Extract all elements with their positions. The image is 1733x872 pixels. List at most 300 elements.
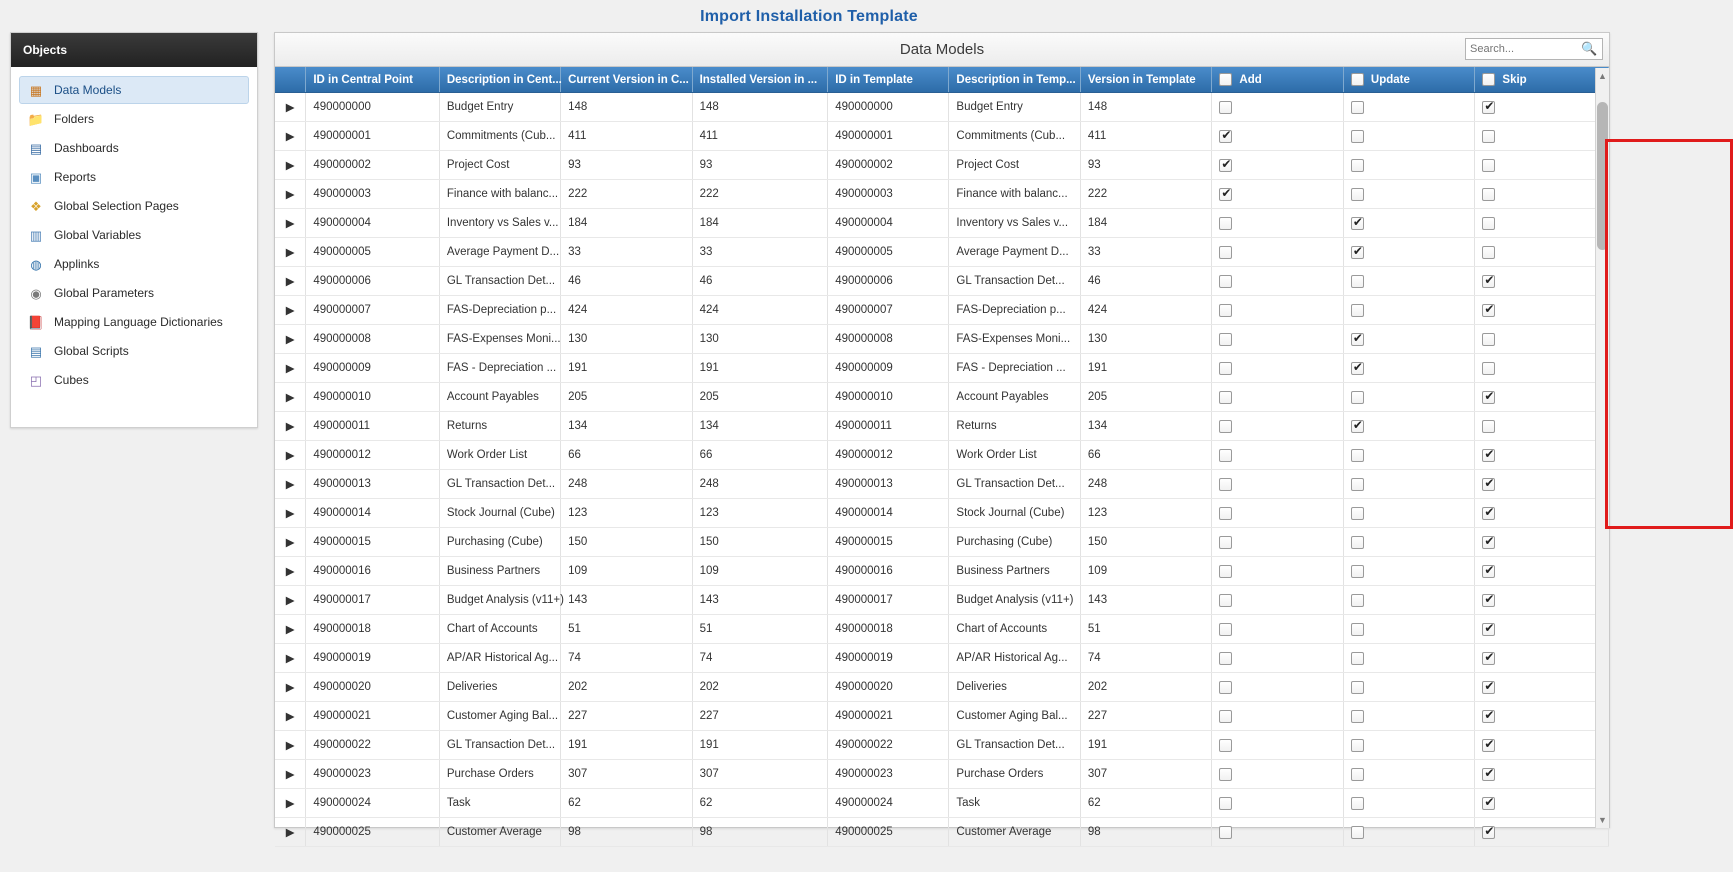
table-row[interactable] xyxy=(275,93,1609,122)
sidebar-item-dashboards[interactable] xyxy=(19,134,249,162)
cell-desc-tpl: Account Payables xyxy=(949,383,1081,412)
cell-skip[interactable] xyxy=(1475,441,1609,470)
cell-add[interactable] xyxy=(1212,441,1344,470)
search-input[interactable] xyxy=(1466,39,1578,59)
search-icon[interactable]: 🔍 xyxy=(1581,41,1598,56)
vertical-scrollbar[interactable] xyxy=(1595,68,1609,828)
cell-skip[interactable] xyxy=(1475,731,1609,760)
cell-skip[interactable] xyxy=(1475,122,1609,151)
cell-desc-cp: FAS - Depreciation ... xyxy=(439,354,560,383)
cell-desc-tpl: Business Partners xyxy=(949,557,1081,586)
column-header[interactable]: Description in Temp... xyxy=(949,67,1081,93)
cell-skip[interactable] xyxy=(1475,93,1609,122)
cell-skip[interactable] xyxy=(1475,528,1609,557)
cell-skip[interactable] xyxy=(1475,760,1609,789)
skip-checkbox[interactable] xyxy=(1482,217,1495,230)
cell-skip[interactable] xyxy=(1475,673,1609,702)
add-checkbox[interactable] xyxy=(1219,594,1232,607)
applinks-icon: ◍ xyxy=(30,256,42,272)
cell-inst-ver: 66 xyxy=(692,441,828,470)
table-row[interactable] xyxy=(275,354,1609,383)
cell-id-tpl: 490000019 xyxy=(828,644,949,673)
add-checkbox[interactable] xyxy=(1219,275,1232,288)
cell-inst-ver: 62 xyxy=(692,789,828,818)
update-checkbox[interactable] xyxy=(1351,768,1364,781)
cell-skip[interactable] xyxy=(1475,151,1609,180)
cell-update[interactable] xyxy=(1343,122,1475,151)
cell-update[interactable] xyxy=(1343,412,1475,441)
add-checkbox[interactable] xyxy=(1219,188,1232,201)
cell-update[interactable] xyxy=(1343,325,1475,354)
cell-skip[interactable] xyxy=(1475,615,1609,644)
cell-add[interactable] xyxy=(1212,702,1344,731)
column-header-skip[interactable] xyxy=(1475,67,1609,93)
table-row[interactable] xyxy=(275,644,1609,673)
table-row[interactable] xyxy=(275,441,1609,470)
add-checkbox[interactable] xyxy=(1219,565,1232,578)
cell-add[interactable] xyxy=(1212,412,1344,441)
update-checkbox[interactable] xyxy=(1351,130,1364,143)
table-row[interactable] xyxy=(275,383,1609,412)
table-row[interactable] xyxy=(275,238,1609,267)
search-box[interactable] xyxy=(1465,38,1603,60)
cell-add[interactable] xyxy=(1212,470,1344,499)
sidebar-item-global-selection-pages[interactable] xyxy=(19,192,249,220)
table-row[interactable] xyxy=(275,615,1609,644)
cell-cur-ver: 134 xyxy=(561,412,693,441)
add-checkbox[interactable] xyxy=(1219,130,1232,143)
cell-skip[interactable] xyxy=(1475,354,1609,383)
cell-update[interactable] xyxy=(1343,180,1475,209)
cell-add[interactable] xyxy=(1212,354,1344,383)
add-checkbox[interactable] xyxy=(1219,652,1232,665)
add-checkbox[interactable] xyxy=(1219,681,1232,694)
cell-id-cp: 490000017 xyxy=(306,586,440,615)
select-all-update-checkbox[interactable] xyxy=(1351,73,1364,86)
skip-checkbox[interactable] xyxy=(1482,681,1495,694)
report-icon: ▣ xyxy=(29,169,43,185)
row-expand-icon[interactable]: ▶ xyxy=(275,383,306,412)
update-checkbox[interactable] xyxy=(1351,565,1364,578)
update-checkbox[interactable] xyxy=(1351,623,1364,636)
skip-checkbox[interactable] xyxy=(1482,507,1495,520)
add-checkbox[interactable] xyxy=(1219,710,1232,723)
row-expand-icon[interactable]: ▶ xyxy=(275,296,306,325)
cell-desc-cp: Customer Average xyxy=(439,818,560,847)
scrollbar-thumb[interactable] xyxy=(1597,102,1608,250)
cell-desc-tpl: Customer Aging Bal... xyxy=(949,702,1081,731)
row-expand-icon[interactable]: ▶ xyxy=(275,151,306,180)
table-row[interactable] xyxy=(275,122,1609,151)
skip-checkbox[interactable] xyxy=(1482,159,1495,172)
cell-skip[interactable] xyxy=(1475,644,1609,673)
cell-skip[interactable] xyxy=(1475,470,1609,499)
add-checkbox[interactable] xyxy=(1219,159,1232,172)
cell-ver-tpl: 123 xyxy=(1080,499,1212,528)
skip-checkbox[interactable] xyxy=(1482,623,1495,636)
cell-skip[interactable] xyxy=(1475,180,1609,209)
cell-skip[interactable] xyxy=(1475,238,1609,267)
cell-add[interactable] xyxy=(1212,209,1344,238)
add-checkbox[interactable] xyxy=(1219,391,1232,404)
skip-checkbox[interactable] xyxy=(1482,797,1495,810)
row-expand-icon[interactable]: ▶ xyxy=(275,557,306,586)
cell-id-tpl: 490000015 xyxy=(828,528,949,557)
row-expand-icon[interactable]: ▶ xyxy=(275,441,306,470)
update-checkbox[interactable] xyxy=(1351,681,1364,694)
cell-desc-tpl: Budget Analysis (v11+) xyxy=(949,586,1081,615)
cell-add[interactable] xyxy=(1212,528,1344,557)
add-checkbox[interactable] xyxy=(1219,420,1232,433)
cell-add[interactable] xyxy=(1212,760,1344,789)
update-checkbox[interactable] xyxy=(1351,217,1364,230)
cell-update[interactable] xyxy=(1343,644,1475,673)
add-checkbox[interactable] xyxy=(1219,246,1232,259)
skip-checkbox[interactable] xyxy=(1482,391,1495,404)
cell-id-cp: 490000010 xyxy=(306,383,440,412)
cell-id-cp: 490000023 xyxy=(306,760,440,789)
add-checkbox[interactable] xyxy=(1219,797,1232,810)
cell-update[interactable] xyxy=(1343,499,1475,528)
update-checkbox[interactable] xyxy=(1351,246,1364,259)
cell-cur-ver: 143 xyxy=(561,586,693,615)
cell-cur-ver: 46 xyxy=(561,267,693,296)
cell-id-tpl: 490000010 xyxy=(828,383,949,412)
column-header[interactable]: Installed Version in ... xyxy=(692,67,828,93)
column-header[interactable]: Description in Cent... xyxy=(439,67,560,93)
table-row[interactable] xyxy=(275,209,1609,238)
cell-add[interactable] xyxy=(1212,267,1344,296)
skip-checkbox[interactable] xyxy=(1482,333,1495,346)
cell-add[interactable] xyxy=(1212,586,1344,615)
row-expand-icon[interactable]: ▶ xyxy=(275,615,306,644)
row-expand-icon[interactable]: ▶ xyxy=(275,789,306,818)
sidebar-item-global-parameters[interactable] xyxy=(19,279,249,307)
cell-skip[interactable] xyxy=(1475,818,1609,847)
column-header[interactable]: Current Version in C... xyxy=(561,67,693,93)
column-header-add[interactable] xyxy=(1212,67,1344,93)
cell-inst-ver: 93 xyxy=(692,151,828,180)
cell-skip[interactable] xyxy=(1475,412,1609,441)
skip-checkbox[interactable] xyxy=(1482,101,1495,114)
row-expand-icon[interactable]: ▶ xyxy=(275,238,306,267)
cell-desc-cp: Deliveries xyxy=(439,673,560,702)
cell-desc-cp: GL Transaction Det... xyxy=(439,267,560,296)
cell-cur-ver: 62 xyxy=(561,789,693,818)
cell-inst-ver: 123 xyxy=(692,499,828,528)
column-header[interactable]: Version in Template xyxy=(1080,67,1212,93)
cell-id-tpl: 490000012 xyxy=(828,441,949,470)
cell-update[interactable] xyxy=(1343,528,1475,557)
update-checkbox[interactable] xyxy=(1351,391,1364,404)
add-checkbox[interactable] xyxy=(1219,362,1232,375)
row-expand-icon[interactable]: ▶ xyxy=(275,209,306,238)
skip-checkbox[interactable] xyxy=(1482,594,1495,607)
sidebar-item-label: Global Selection Pages xyxy=(54,199,179,213)
cell-update[interactable] xyxy=(1343,354,1475,383)
row-expand-icon[interactable]: ▶ xyxy=(275,267,306,296)
cell-id-cp: 490000015 xyxy=(306,528,440,557)
table-row[interactable] xyxy=(275,731,1609,760)
sidebar-item-folders[interactable] xyxy=(19,105,249,133)
skip-checkbox[interactable] xyxy=(1482,478,1495,491)
cell-desc-tpl: Finance with balanc... xyxy=(949,180,1081,209)
cell-update[interactable] xyxy=(1343,470,1475,499)
cell-update[interactable] xyxy=(1343,557,1475,586)
cell-update[interactable] xyxy=(1343,383,1475,412)
cell-skip[interactable] xyxy=(1475,383,1609,412)
cell-add[interactable] xyxy=(1212,789,1344,818)
skip-checkbox[interactable] xyxy=(1482,739,1495,752)
table-row[interactable] xyxy=(275,789,1609,818)
cell-skip[interactable] xyxy=(1475,789,1609,818)
cell-desc-cp: Average Payment D... xyxy=(439,238,560,267)
cell-skip[interactable] xyxy=(1475,702,1609,731)
cell-desc-cp: GL Transaction Det... xyxy=(439,470,560,499)
skip-checkbox[interactable] xyxy=(1482,188,1495,201)
dictionary-icon: 📕 xyxy=(27,314,45,330)
column-header-update[interactable] xyxy=(1343,67,1475,93)
cell-id-tpl: 490000018 xyxy=(828,615,949,644)
sidebar-item-data-models[interactable] xyxy=(19,76,249,104)
cell-update[interactable] xyxy=(1343,586,1475,615)
cell-id-tpl: 490000014 xyxy=(828,499,949,528)
cell-add[interactable] xyxy=(1212,557,1344,586)
cell-update[interactable] xyxy=(1343,789,1475,818)
add-checkbox[interactable] xyxy=(1219,739,1232,752)
table-row[interactable] xyxy=(275,702,1609,731)
update-checkbox[interactable] xyxy=(1351,420,1364,433)
table-body xyxy=(275,93,1609,847)
row-expand-icon[interactable]: ▶ xyxy=(275,180,306,209)
table-row[interactable] xyxy=(275,673,1609,702)
cell-add[interactable] xyxy=(1212,122,1344,151)
add-checkbox[interactable] xyxy=(1219,304,1232,317)
sidebar-item-mapping-language-dictionaries[interactable] xyxy=(19,308,249,336)
cell-update[interactable] xyxy=(1343,673,1475,702)
update-checkbox[interactable] xyxy=(1351,449,1364,462)
update-checkbox[interactable] xyxy=(1351,304,1364,317)
skip-checkbox[interactable] xyxy=(1482,565,1495,578)
cell-update[interactable] xyxy=(1343,296,1475,325)
cell-desc-cp: Purchase Orders xyxy=(439,760,560,789)
cell-desc-tpl: GL Transaction Det... xyxy=(949,267,1081,296)
sidebar-item-label: Data Models xyxy=(54,83,122,97)
table-row[interactable] xyxy=(275,412,1609,441)
cell-desc-cp: Purchasing (Cube) xyxy=(439,528,560,557)
cell-update[interactable] xyxy=(1343,238,1475,267)
cell-desc-tpl: Task xyxy=(949,789,1081,818)
table-row[interactable] xyxy=(275,267,1609,296)
add-checkbox[interactable] xyxy=(1219,217,1232,230)
skip-checkbox[interactable] xyxy=(1482,826,1495,839)
cell-add[interactable] xyxy=(1212,615,1344,644)
select-all-skip-checkbox[interactable] xyxy=(1482,73,1495,86)
sidebar-item-global-scripts[interactable] xyxy=(19,337,249,365)
add-checkbox[interactable] xyxy=(1219,507,1232,520)
cell-cur-ver: 150 xyxy=(561,528,693,557)
update-checkbox[interactable] xyxy=(1351,188,1364,201)
skip-checkbox[interactable] xyxy=(1482,420,1495,433)
update-checkbox[interactable] xyxy=(1351,739,1364,752)
add-checkbox[interactable] xyxy=(1219,623,1232,636)
cell-add[interactable] xyxy=(1212,818,1344,847)
update-checkbox[interactable] xyxy=(1351,797,1364,810)
skip-checkbox[interactable] xyxy=(1482,304,1495,317)
add-checkbox[interactable] xyxy=(1219,826,1232,839)
update-checkbox[interactable] xyxy=(1351,362,1364,375)
skip-checkbox[interactable] xyxy=(1482,768,1495,781)
variables-icon: ▥ xyxy=(29,227,43,243)
cell-update[interactable] xyxy=(1343,760,1475,789)
cell-add[interactable] xyxy=(1212,673,1344,702)
sidebar-item-cubes[interactable] xyxy=(19,366,249,394)
table-row[interactable] xyxy=(275,760,1609,789)
cell-update[interactable] xyxy=(1343,441,1475,470)
cell-update[interactable] xyxy=(1343,93,1475,122)
table-row[interactable] xyxy=(275,557,1609,586)
sidebar-item-reports[interactable] xyxy=(19,163,249,191)
cell-add[interactable] xyxy=(1212,644,1344,673)
table-row[interactable] xyxy=(275,325,1609,354)
cell-ver-tpl: 62 xyxy=(1080,789,1212,818)
cell-add[interactable] xyxy=(1212,151,1344,180)
row-expand-icon[interactable]: ▶ xyxy=(275,122,306,151)
select-all-add-checkbox[interactable] xyxy=(1219,73,1232,86)
sidebar-item-applinks[interactable] xyxy=(19,250,249,278)
cell-desc-tpl: FAS-Expenses Moni... xyxy=(949,325,1081,354)
skip-checkbox[interactable] xyxy=(1482,710,1495,723)
cell-add[interactable] xyxy=(1212,383,1344,412)
table-row[interactable] xyxy=(275,528,1609,557)
scroll-up-arrow[interactable]: ▲ xyxy=(1598,71,1607,81)
cell-skip[interactable] xyxy=(1475,557,1609,586)
column-header[interactable]: ID in Central Point xyxy=(306,67,440,93)
row-expand-icon[interactable]: ▶ xyxy=(275,470,306,499)
cell-desc-tpl: Stock Journal (Cube) xyxy=(949,499,1081,528)
skip-checkbox[interactable] xyxy=(1482,246,1495,259)
cell-skip[interactable] xyxy=(1475,209,1609,238)
row-expand-icon[interactable]: ▶ xyxy=(275,354,306,383)
update-checkbox[interactable] xyxy=(1351,333,1364,346)
update-checkbox[interactable] xyxy=(1351,652,1364,665)
cell-skip[interactable] xyxy=(1475,296,1609,325)
cell-cur-ver: 191 xyxy=(561,731,693,760)
row-expand-icon[interactable]: ▶ xyxy=(275,644,306,673)
add-checkbox[interactable] xyxy=(1219,478,1232,491)
cell-update[interactable] xyxy=(1343,702,1475,731)
row-expand-icon[interactable]: ▶ xyxy=(275,93,306,122)
update-checkbox[interactable] xyxy=(1351,710,1364,723)
sidebar-item-global-variables[interactable] xyxy=(19,221,249,249)
add-checkbox[interactable] xyxy=(1219,449,1232,462)
sidebar-item-list xyxy=(11,67,257,427)
table-row[interactable] xyxy=(275,180,1609,209)
table-row[interactable] xyxy=(275,470,1609,499)
update-checkbox[interactable] xyxy=(1351,101,1364,114)
row-expand-icon[interactable]: ▶ xyxy=(275,528,306,557)
cell-cur-ver: 33 xyxy=(561,238,693,267)
row-expand-icon[interactable]: ▶ xyxy=(275,325,306,354)
row-expand-icon[interactable]: ▶ xyxy=(275,731,306,760)
column-header[interactable]: ID in Template xyxy=(828,67,949,93)
cell-update[interactable] xyxy=(1343,267,1475,296)
add-checkbox[interactable] xyxy=(1219,536,1232,549)
cell-skip[interactable] xyxy=(1475,267,1609,296)
table-row[interactable] xyxy=(275,296,1609,325)
skip-checkbox[interactable] xyxy=(1482,536,1495,549)
skip-checkbox[interactable] xyxy=(1482,130,1495,143)
cell-add[interactable] xyxy=(1212,499,1344,528)
update-checkbox[interactable] xyxy=(1351,478,1364,491)
row-expand-icon[interactable]: ▶ xyxy=(275,760,306,789)
add-checkbox[interactable] xyxy=(1219,768,1232,781)
update-checkbox[interactable] xyxy=(1351,536,1364,549)
update-checkbox[interactable] xyxy=(1351,275,1364,288)
cell-cur-ver: 109 xyxy=(561,557,693,586)
cell-skip[interactable] xyxy=(1475,325,1609,354)
cell-add[interactable] xyxy=(1212,93,1344,122)
skip-checkbox[interactable] xyxy=(1482,652,1495,665)
skip-checkbox[interactable] xyxy=(1482,275,1495,288)
cell-add[interactable] xyxy=(1212,238,1344,267)
row-expand-icon[interactable]: ▶ xyxy=(275,673,306,702)
cell-skip[interactable] xyxy=(1475,499,1609,528)
update-checkbox[interactable] xyxy=(1351,159,1364,172)
cell-add[interactable] xyxy=(1212,731,1344,760)
cell-id-cp: 490000019 xyxy=(306,644,440,673)
cell-add[interactable] xyxy=(1212,180,1344,209)
cell-add[interactable] xyxy=(1212,325,1344,354)
row-expand-icon[interactable]: ▶ xyxy=(275,818,306,847)
table-row[interactable] xyxy=(275,499,1609,528)
cell-desc-tpl: Deliveries xyxy=(949,673,1081,702)
cell-ver-tpl: 33 xyxy=(1080,238,1212,267)
cell-cur-ver: 66 xyxy=(561,441,693,470)
cell-inst-ver: 222 xyxy=(692,180,828,209)
add-checkbox[interactable] xyxy=(1219,101,1232,114)
cell-update[interactable] xyxy=(1343,151,1475,180)
cell-desc-tpl: GL Transaction Det... xyxy=(949,731,1081,760)
cell-ver-tpl: 109 xyxy=(1080,557,1212,586)
cell-desc-cp: Work Order List xyxy=(439,441,560,470)
skip-checkbox[interactable] xyxy=(1482,362,1495,375)
cell-add[interactable] xyxy=(1212,296,1344,325)
table-row[interactable] xyxy=(275,151,1609,180)
cell-id-tpl: 490000023 xyxy=(828,760,949,789)
update-checkbox[interactable] xyxy=(1351,826,1364,839)
row-expand-icon[interactable]: ▶ xyxy=(275,412,306,441)
skip-checkbox[interactable] xyxy=(1482,449,1495,462)
cell-update[interactable] xyxy=(1343,209,1475,238)
sidebar-item-label: Global Variables xyxy=(54,228,142,242)
row-expand-icon[interactable]: ▶ xyxy=(275,586,306,615)
cell-ver-tpl: 191 xyxy=(1080,354,1212,383)
cell-update[interactable] xyxy=(1343,731,1475,760)
scroll-down-arrow[interactable]: ▼ xyxy=(1598,815,1607,825)
cell-update[interactable] xyxy=(1343,615,1475,644)
cell-ver-tpl: 227 xyxy=(1080,702,1212,731)
update-checkbox[interactable] xyxy=(1351,507,1364,520)
table-row[interactable] xyxy=(275,818,1609,847)
table-row[interactable] xyxy=(275,586,1609,615)
row-expand-icon[interactable]: ▶ xyxy=(275,702,306,731)
cell-update[interactable] xyxy=(1343,818,1475,847)
cell-skip[interactable] xyxy=(1475,586,1609,615)
row-expand-icon[interactable]: ▶ xyxy=(275,499,306,528)
add-checkbox[interactable] xyxy=(1219,333,1232,346)
update-checkbox[interactable] xyxy=(1351,594,1364,607)
